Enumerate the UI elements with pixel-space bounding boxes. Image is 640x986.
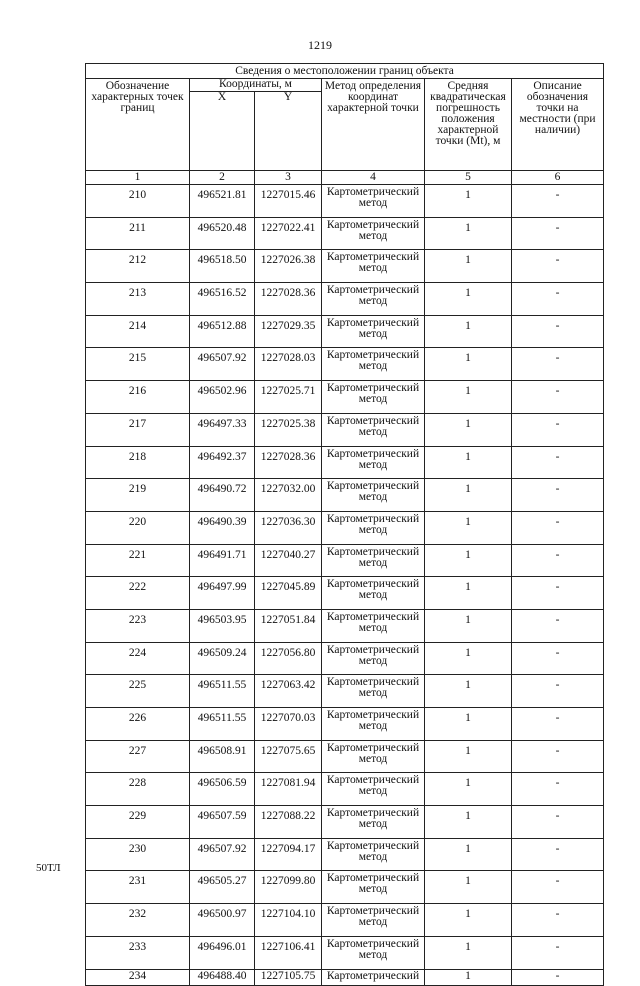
coord-y: 1227099.80 [255,871,322,904]
coord-y: 1227106.41 [255,936,322,969]
coord-x: 496507.92 [190,348,255,381]
point-id: 210 [86,185,190,218]
method-cell: Картометрический метод [322,217,425,250]
description-cell: - [512,675,604,708]
description-cell: - [512,413,604,446]
point-id: 227 [86,740,190,773]
method-cell: Картометрический метод [322,348,425,381]
coord-y: 1227063.42 [255,675,322,708]
point-id: 223 [86,609,190,642]
method-cell: Картометрический метод [322,936,425,969]
table-row [86,773,604,806]
coord-y: 1227094.17 [255,838,322,871]
point-id: 225 [86,675,190,708]
description-cell: - [512,446,604,479]
table-row [86,381,604,414]
method-cell: Картометрический метод [322,708,425,741]
coord-x: 496497.99 [190,577,255,610]
point-id: 213 [86,283,190,316]
coord-x: 496508.91 [190,740,255,773]
table-body [86,185,604,986]
header-y: Y [255,92,322,171]
column-number: 2 [190,171,255,185]
column-number: 1 [86,171,190,185]
coord-y: 1227070.03 [255,708,322,741]
mt-cell: 1 [425,904,512,937]
mt-cell: 1 [425,609,512,642]
coord-x: 496505.27 [190,871,255,904]
boundary-table [85,63,604,986]
coord-y: 1227081.94 [255,773,322,806]
coord-x: 496509.24 [190,642,255,675]
description-cell: - [512,773,604,806]
method-cell: Картометрический метод [322,413,425,446]
coord-x: 496491.71 [190,544,255,577]
table-row [86,838,604,871]
point-id: 224 [86,642,190,675]
coord-y: 1227028.36 [255,283,322,316]
mt-cell: 1 [425,773,512,806]
method-cell: Картометрический метод [322,904,425,937]
coord-y: 1227022.41 [255,217,322,250]
header-description: Описание обозначения точки на местности (при наличии) [512,79,604,171]
point-id: 218 [86,446,190,479]
description-cell: - [512,740,604,773]
table-row [86,708,604,741]
method-cell: Картометрический метод [322,185,425,218]
table-title: Сведения о местоположении границ объекта [86,64,604,79]
point-id: 212 [86,250,190,283]
coord-y: 1227051.84 [255,609,322,642]
mt-cell: 1 [425,446,512,479]
header-designation: Обозначение характерных точек границ [86,79,190,171]
coord-y: 1227025.38 [255,413,322,446]
coord-y: 1227025.71 [255,381,322,414]
description-cell: - [512,871,604,904]
method-cell: Картометрический метод [322,609,425,642]
description-cell: - [512,708,604,741]
method-cell: Картометрический метод [322,740,425,773]
mt-cell: 1 [425,936,512,969]
point-id: 233 [86,936,190,969]
coord-y: 1227028.36 [255,446,322,479]
coord-y: 1227075.65 [255,740,322,773]
description-cell: - [512,381,604,414]
mt-cell: 1 [425,740,512,773]
point-id: 217 [86,413,190,446]
coord-x: 496490.72 [190,479,255,512]
point-id: 214 [86,315,190,348]
point-id: 228 [86,773,190,806]
mt-cell: 1 [425,348,512,381]
coord-y: 1227032.00 [255,479,322,512]
coord-x: 496511.55 [190,708,255,741]
mt-cell: 1 [425,969,512,985]
coord-y: 1227029.35 [255,315,322,348]
description-cell: - [512,642,604,675]
description-cell: - [512,348,604,381]
mt-cell: 1 [425,838,512,871]
description-cell: - [512,315,604,348]
coord-x: 496488.40 [190,969,255,985]
mt-cell: 1 [425,511,512,544]
table-row [86,446,604,479]
coord-y: 1227088.22 [255,806,322,839]
mt-cell: 1 [425,315,512,348]
mt-cell: 1 [425,871,512,904]
table-row [86,283,604,316]
description-cell: - [512,511,604,544]
coord-y: 1227026.38 [255,250,322,283]
footer-mark: 50ТЛ [36,862,61,874]
coord-x: 496516.52 [190,283,255,316]
method-cell: Картометрический метод [322,381,425,414]
coord-x: 496518.50 [190,250,255,283]
description-cell: - [512,969,604,985]
coord-y: 1227104.10 [255,904,322,937]
table-row [86,642,604,675]
mt-cell: 1 [425,250,512,283]
mt-cell: 1 [425,675,512,708]
point-id: 222 [86,577,190,610]
method-cell: Картометрический метод [322,806,425,839]
method-cell: Картометрический метод [322,871,425,904]
table-row [86,544,604,577]
mt-cell: 1 [425,217,512,250]
method-cell: Картометрический метод [322,642,425,675]
description-cell: - [512,544,604,577]
mt-cell: 1 [425,479,512,512]
description-cell: - [512,609,604,642]
mt-cell: 1 [425,544,512,577]
coord-x: 496490.39 [190,511,255,544]
coord-y: 1227105.75 [255,969,322,985]
point-id: 231 [86,871,190,904]
point-id: 234 [86,969,190,985]
point-id: 211 [86,217,190,250]
header-error: Средняя квадратическая погрешность положения характерной точки (Mt), м [425,79,512,171]
coord-x: 496496.01 [190,936,255,969]
mt-cell: 1 [425,577,512,610]
mt-cell: 1 [425,381,512,414]
point-id: 220 [86,511,190,544]
coord-y: 1227028.03 [255,348,322,381]
mt-cell: 1 [425,185,512,218]
coord-x: 496521.81 [190,185,255,218]
description-cell: - [512,577,604,610]
coord-y: 1227036.30 [255,511,322,544]
description-cell: - [512,283,604,316]
mt-cell: 1 [425,283,512,316]
column-number: 3 [255,171,322,185]
method-cell: Картометрический [322,969,425,985]
method-cell: Картометрический метод [322,675,425,708]
header-coordinates: Координаты, м [190,79,322,92]
table-row [86,969,604,985]
coord-y: 1227015.46 [255,185,322,218]
table-row [86,217,604,250]
coord-x: 496506.59 [190,773,255,806]
method-cell: Картометрический метод [322,838,425,871]
description-cell: - [512,479,604,512]
column-number: 5 [425,171,512,185]
coord-x: 496497.33 [190,413,255,446]
mt-cell: 1 [425,806,512,839]
point-id: 230 [86,838,190,871]
coord-x: 496512.88 [190,315,255,348]
method-cell: Картометрический метод [322,511,425,544]
table-row [86,185,604,218]
table-row [86,904,604,937]
mt-cell: 1 [425,708,512,741]
table-row [86,315,604,348]
table-row [86,675,604,708]
coord-x: 496507.59 [190,806,255,839]
table-row [86,936,604,969]
coord-x: 496507.92 [190,838,255,871]
point-id: 221 [86,544,190,577]
description-cell: - [512,936,604,969]
point-id: 232 [86,904,190,937]
coord-x: 496492.37 [190,446,255,479]
column-number: 4 [322,171,425,185]
header-x: X [190,92,255,171]
method-cell: Картометрический метод [322,315,425,348]
table-row [86,740,604,773]
coord-x: 496511.55 [190,675,255,708]
point-id: 229 [86,806,190,839]
description-cell: - [512,806,604,839]
method-cell: Картометрический метод [322,250,425,283]
description-cell: - [512,838,604,871]
point-id: 219 [86,479,190,512]
coord-x: 496500.97 [190,904,255,937]
coord-x: 496503.95 [190,609,255,642]
coord-y: 1227045.89 [255,577,322,610]
table-row [86,609,604,642]
method-cell: Картометрический метод [322,773,425,806]
boundary-table-wrapper [85,63,603,986]
column-number: 6 [512,171,604,185]
table-row [86,348,604,381]
description-cell: - [512,904,604,937]
column-number-row [86,171,604,185]
method-cell: Картометрический метод [322,577,425,610]
table-row [86,806,604,839]
coord-x: 496520.48 [190,217,255,250]
header-method: Метод определения координат характерной точки [322,79,425,171]
description-cell: - [512,250,604,283]
coord-y: 1227056.80 [255,642,322,675]
point-id: 226 [86,708,190,741]
table-row [86,511,604,544]
method-cell: Картометрический метод [322,446,425,479]
method-cell: Картометрический метод [322,544,425,577]
table-row [86,413,604,446]
mt-cell: 1 [425,642,512,675]
description-cell: - [512,185,604,218]
page-number: 1219 [308,38,332,52]
table-row [86,479,604,512]
point-id: 216 [86,381,190,414]
method-cell: Картометрический метод [322,283,425,316]
table-row [86,577,604,610]
coord-y: 1227040.27 [255,544,322,577]
description-cell: - [512,217,604,250]
table-row [86,250,604,283]
point-id: 215 [86,348,190,381]
method-cell: Картометрический метод [322,479,425,512]
coord-x: 496502.96 [190,381,255,414]
mt-cell: 1 [425,413,512,446]
